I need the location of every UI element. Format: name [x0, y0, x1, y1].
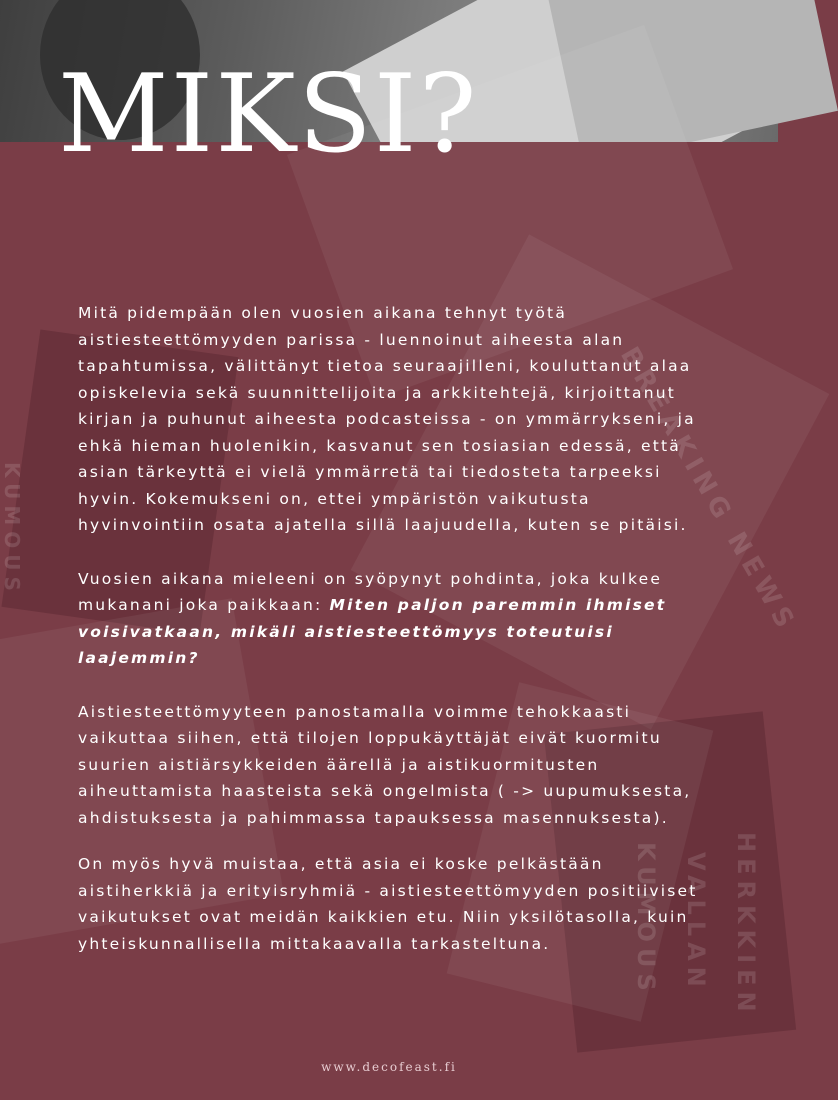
- page-title: MIKSI?: [58, 52, 479, 177]
- paragraph-1: Mitä pidempään olen vuosien aikana tehnyt työtä aistiesteettömyyden parissa - luennoinut aiheesta alan tapahtumissa, välittänyt tietoa seuraajilleni, kouluttanut alaa opiskelevia sekä suunnittelijoita ja arkkitehtejä, kirjoittanut kirjan ja puhunut aiheesta podcasteissa - on ymmärrykseni, ja ehkä hieman huolenikin, kasvanut sen tosiasian edessä, että asian tärkeyttä ei vielä ymmärretä tai tiedosteta tarpeeksi hyvin. Kokemukseni on, ettei ympäristön vaikutusta hyvinvointiin osata ajatella sillä laajuudella, kuten se pitäisi.: [78, 304, 696, 534]
- paragraph-2: [78, 566, 718, 672]
- background-book-lettering: HERKKIEN: [732, 832, 760, 1018]
- body-text: [78, 300, 718, 984]
- background-book-lettering: BREAKING NEWS: [614, 342, 803, 639]
- background-book-lettering: VALLAN: [682, 852, 710, 993]
- paragraph-4: On myös hyvä muistaa, että asia ei koske pelkästään aistiherkkiä ja erityisryhmiä - aistiesteettömyyden positiiviset vaikutukset ovat meidän kaikkien etu. Niin yksilötasolla, kuin yhteiskunnallisella mittakaavalla tarkasteltuna.: [78, 855, 698, 953]
- background-book-lettering: KUMOUS: [0, 462, 24, 597]
- paragraph-2-emphasis: Miten paljon paremmin ihmiset voisivatkaan, mikäli aistiesteettömyys toteutuisi laajemmin?: [78, 596, 667, 667]
- paragraph-2-lead: Vuosien aikana mieleeni on syöpynyt pohdinta, joka kulkee mukanani joka paikkaan:: [78, 569, 663, 614]
- paragraph-3: Aistiesteettömyyteen panostamalla voimme tehokkaasti vaikuttaa siihen, että tilojen loppukäyttäjät eivät kuormitu suurien aistiärsykkeiden äärellä ja aistikuormitusten aiheuttamista haasteista sekä ongelmista ( -> uupumuksesta, ahdistuksesta ja pahimmassa tapauksessa masennuksesta).: [78, 702, 692, 827]
- footer-url: www.decofeast.fi: [321, 1060, 457, 1074]
- background-book-lettering: KUMOUS: [632, 842, 660, 997]
